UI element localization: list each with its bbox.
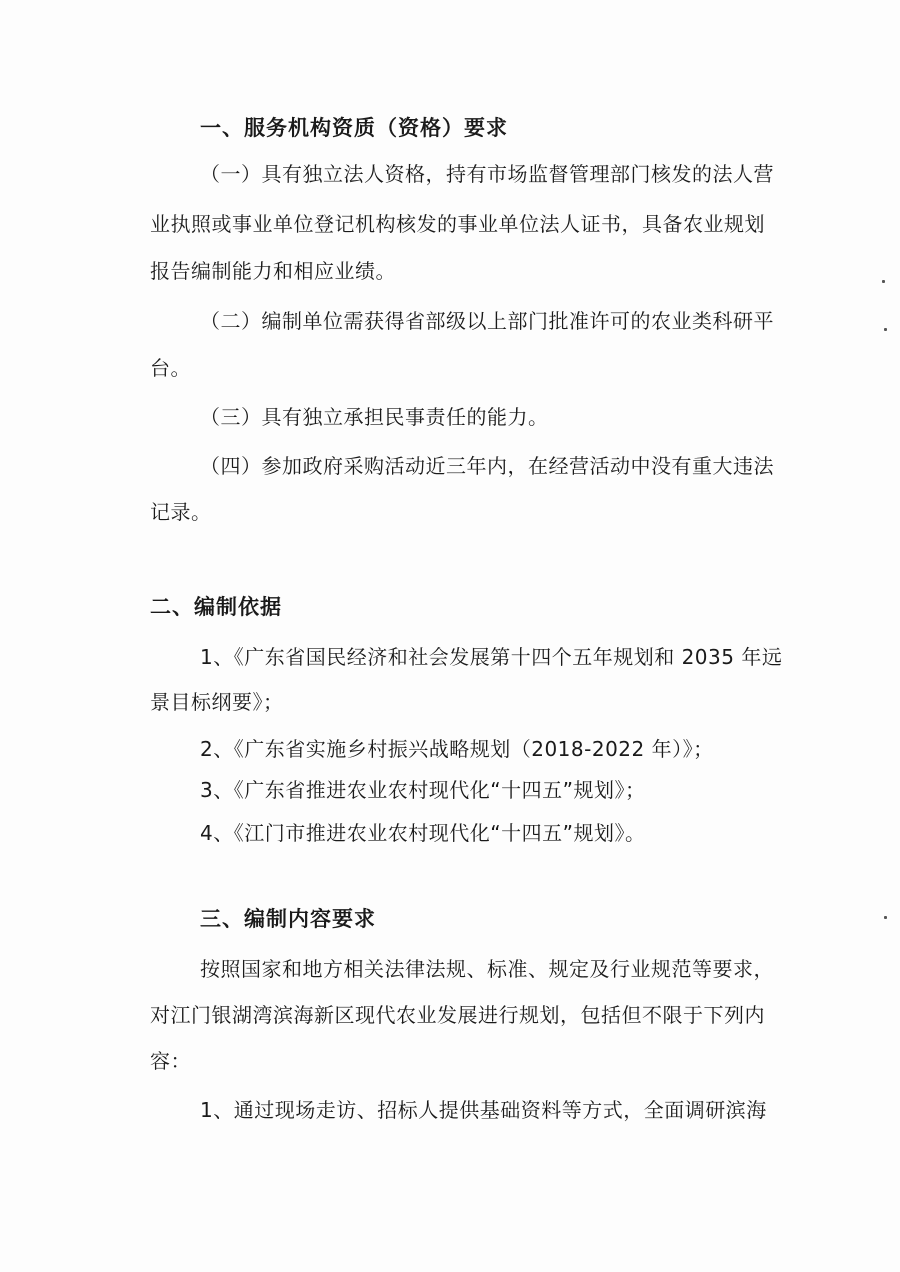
section3-intro-line2: 对江门银湖湾滨海新区现代农业发展进行规划，包括但不限于下列内 [150,1003,765,1027]
section1-item1-line1: （一）具有独立法人资格，持有市场监督管理部门核发的法人营 [200,162,774,186]
section1-item1-line2: 业执照或事业单位登记机构核发的事业单位法人证书，具备农业规划 [150,212,765,236]
section2-item4-line1: 4、《江门市推进农业农村现代化“十四五”规划》。 [200,821,646,845]
section3-item1-line1: 1、通过现场走访、招标人提供基础资料等方式，全面调研滨海 [200,1098,767,1122]
section2-heading: 二、编制依据 [150,595,282,619]
section1-heading: 一、服务机构资质（资格）要求 [200,116,508,140]
section2-item1-line2: 景目标纲要》； [150,690,284,714]
section2-item3-line1: 3、《广东省推进农业农村现代化“十四五”规划》； [200,778,646,802]
section1-item1-line3: 报告编制能力和相应业绩。 [150,259,396,283]
scan-speck [884,328,887,331]
section1-item3-line1: （三）具有独立承担民事责任的能力。 [200,405,549,429]
section2-item2-line1: 2、《广东省实施乡村振兴战略规划（2018-2022 年）》； [200,737,714,761]
scan-speck [884,916,887,919]
section1-item2-line2: 台。 [150,356,191,380]
section1-item4-line2: 记录。 [150,500,212,524]
scan-speck [882,280,885,283]
section3-intro-line3: 容： [150,1049,191,1073]
section2-item1-line1: 1、《广东省国民经济和社会发展第十四个五年规划和 2035 年远 [200,645,783,669]
section3-heading: 三、编制内容要求 [200,907,376,931]
section1-item4-line1: （四）参加政府采购活动近三年内，在经营活动中没有重大违法 [200,454,774,478]
section1-item2-line1: （二）编制单位需获得省部级以上部门批准许可的农业类科研平 [200,309,774,333]
section3-intro-line1: 按照国家和地方相关法律法规、标准、规定及行业规范等要求， [200,957,774,981]
